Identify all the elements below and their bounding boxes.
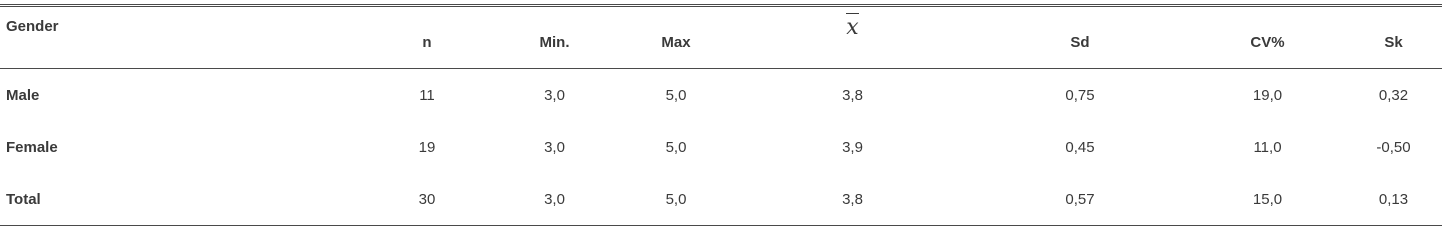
cell-max: 5,0 bbox=[665, 86, 687, 104]
header-sk: Sk bbox=[1384, 33, 1403, 51]
cell-n: 11 bbox=[419, 86, 435, 104]
cell-n: 30 bbox=[418, 190, 436, 208]
header-n: n bbox=[422, 33, 432, 51]
header-sd: Sd bbox=[1070, 33, 1090, 51]
header-row bbox=[0, 6, 1442, 69]
header-gender: Gender bbox=[6, 18, 59, 35]
cell-sk: 0,32 bbox=[1378, 86, 1409, 104]
header-mean bbox=[735, 6, 970, 69]
cell-sk: 0,13 bbox=[1378, 190, 1409, 208]
cell-cv: 15,0 bbox=[1252, 190, 1283, 208]
table-row bbox=[0, 121, 1442, 173]
header-min: Min. bbox=[539, 33, 570, 51]
row-label: Female bbox=[6, 138, 58, 156]
table-row bbox=[0, 173, 1442, 226]
cell-cv: 11,0 bbox=[1253, 138, 1282, 156]
cell-max: 5,0 bbox=[665, 138, 687, 156]
cell-min: 3,0 bbox=[544, 138, 565, 156]
cell-mean: 3,8 bbox=[842, 86, 863, 104]
cell-sd: 0,57 bbox=[1065, 190, 1095, 208]
cell-min: 3,0 bbox=[544, 190, 565, 208]
cell-cv: 19,0 bbox=[1252, 86, 1283, 104]
cell-min: 3,0 bbox=[544, 86, 565, 104]
table-header bbox=[0, 6, 1442, 69]
header-max: Max bbox=[661, 33, 691, 51]
header-cv: CV% bbox=[1250, 33, 1285, 51]
cell-sd: 0,75 bbox=[1065, 86, 1095, 104]
table-body bbox=[0, 69, 1442, 226]
cell-sk: -0,50 bbox=[1376, 138, 1411, 156]
table-row bbox=[0, 69, 1442, 122]
mean-symbol: x bbox=[846, 15, 859, 40]
cell-sd: 0,45 bbox=[1065, 138, 1095, 156]
gender-statistics-table bbox=[0, 4, 1442, 226]
cell-mean: 3,8 bbox=[842, 190, 863, 208]
cell-n: 19 bbox=[418, 138, 436, 156]
cell-max: 5,0 bbox=[665, 190, 687, 208]
row-label: Male bbox=[6, 86, 40, 104]
cell-mean: 3,9 bbox=[842, 138, 863, 156]
row-label: Total bbox=[6, 190, 41, 208]
